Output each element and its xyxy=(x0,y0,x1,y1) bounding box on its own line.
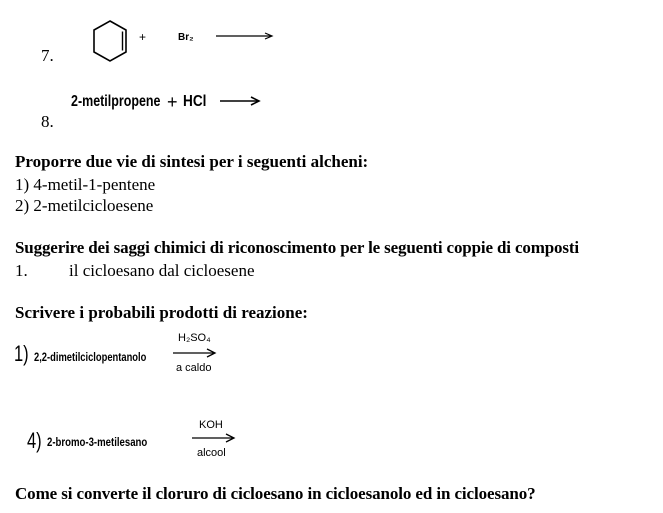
products-heading: Scrivere i probabili prodotti di reazione: xyxy=(15,303,308,322)
reaction-1-reactant: 2,2-dimetilciclopentanolo xyxy=(34,350,147,364)
q8-plus: + xyxy=(167,92,178,112)
q8-number: 8. xyxy=(41,112,54,131)
q7-reaction-scheme xyxy=(88,18,288,66)
q7-arrow xyxy=(216,33,272,39)
q7-number: 7. xyxy=(41,46,54,65)
reaction-1-condition: a caldo xyxy=(176,362,212,374)
reaction-1-arrow xyxy=(172,346,220,360)
reaction-4-reagent: KOH xyxy=(199,419,223,431)
q7-plus: + xyxy=(139,30,147,44)
tests-heading: Suggerire dei saggi chimici di riconoscimento per le seguenti coppie di composti xyxy=(15,238,579,257)
reaction-4-arrow xyxy=(191,431,239,445)
tests-item-text: il cicloesano dal cicloesene xyxy=(69,261,255,280)
final-question: Come si converte il cloruro di cicloesano in cicloesanolo ed in cicloesano? xyxy=(15,484,536,503)
q7-reagent: Br₂ xyxy=(178,32,194,43)
reaction-4-condition: alcool xyxy=(197,447,226,459)
q8-arrow xyxy=(218,94,264,108)
synthesis-heading: Proporre due vie di sintesi per i seguenti alcheni: xyxy=(15,152,369,171)
synthesis-item-1: 1) 4-metil-1-pentene xyxy=(15,175,156,194)
tests-item-number: 1. xyxy=(15,261,28,280)
reaction-1-reagent: H₂SO₄ xyxy=(178,332,211,344)
reaction-4-reactant: 2-bromo-3-metilesano xyxy=(47,435,148,449)
reaction-1-number: 1) xyxy=(14,341,29,366)
q8-reagent: HCl xyxy=(183,93,207,110)
q8-reactant: 2-metilpropene xyxy=(71,93,161,110)
cyclohexene-structure xyxy=(94,21,126,61)
reaction-4-number: 4) xyxy=(27,428,42,453)
synthesis-item-2: 2) 2-metilcicloesene xyxy=(15,196,154,215)
